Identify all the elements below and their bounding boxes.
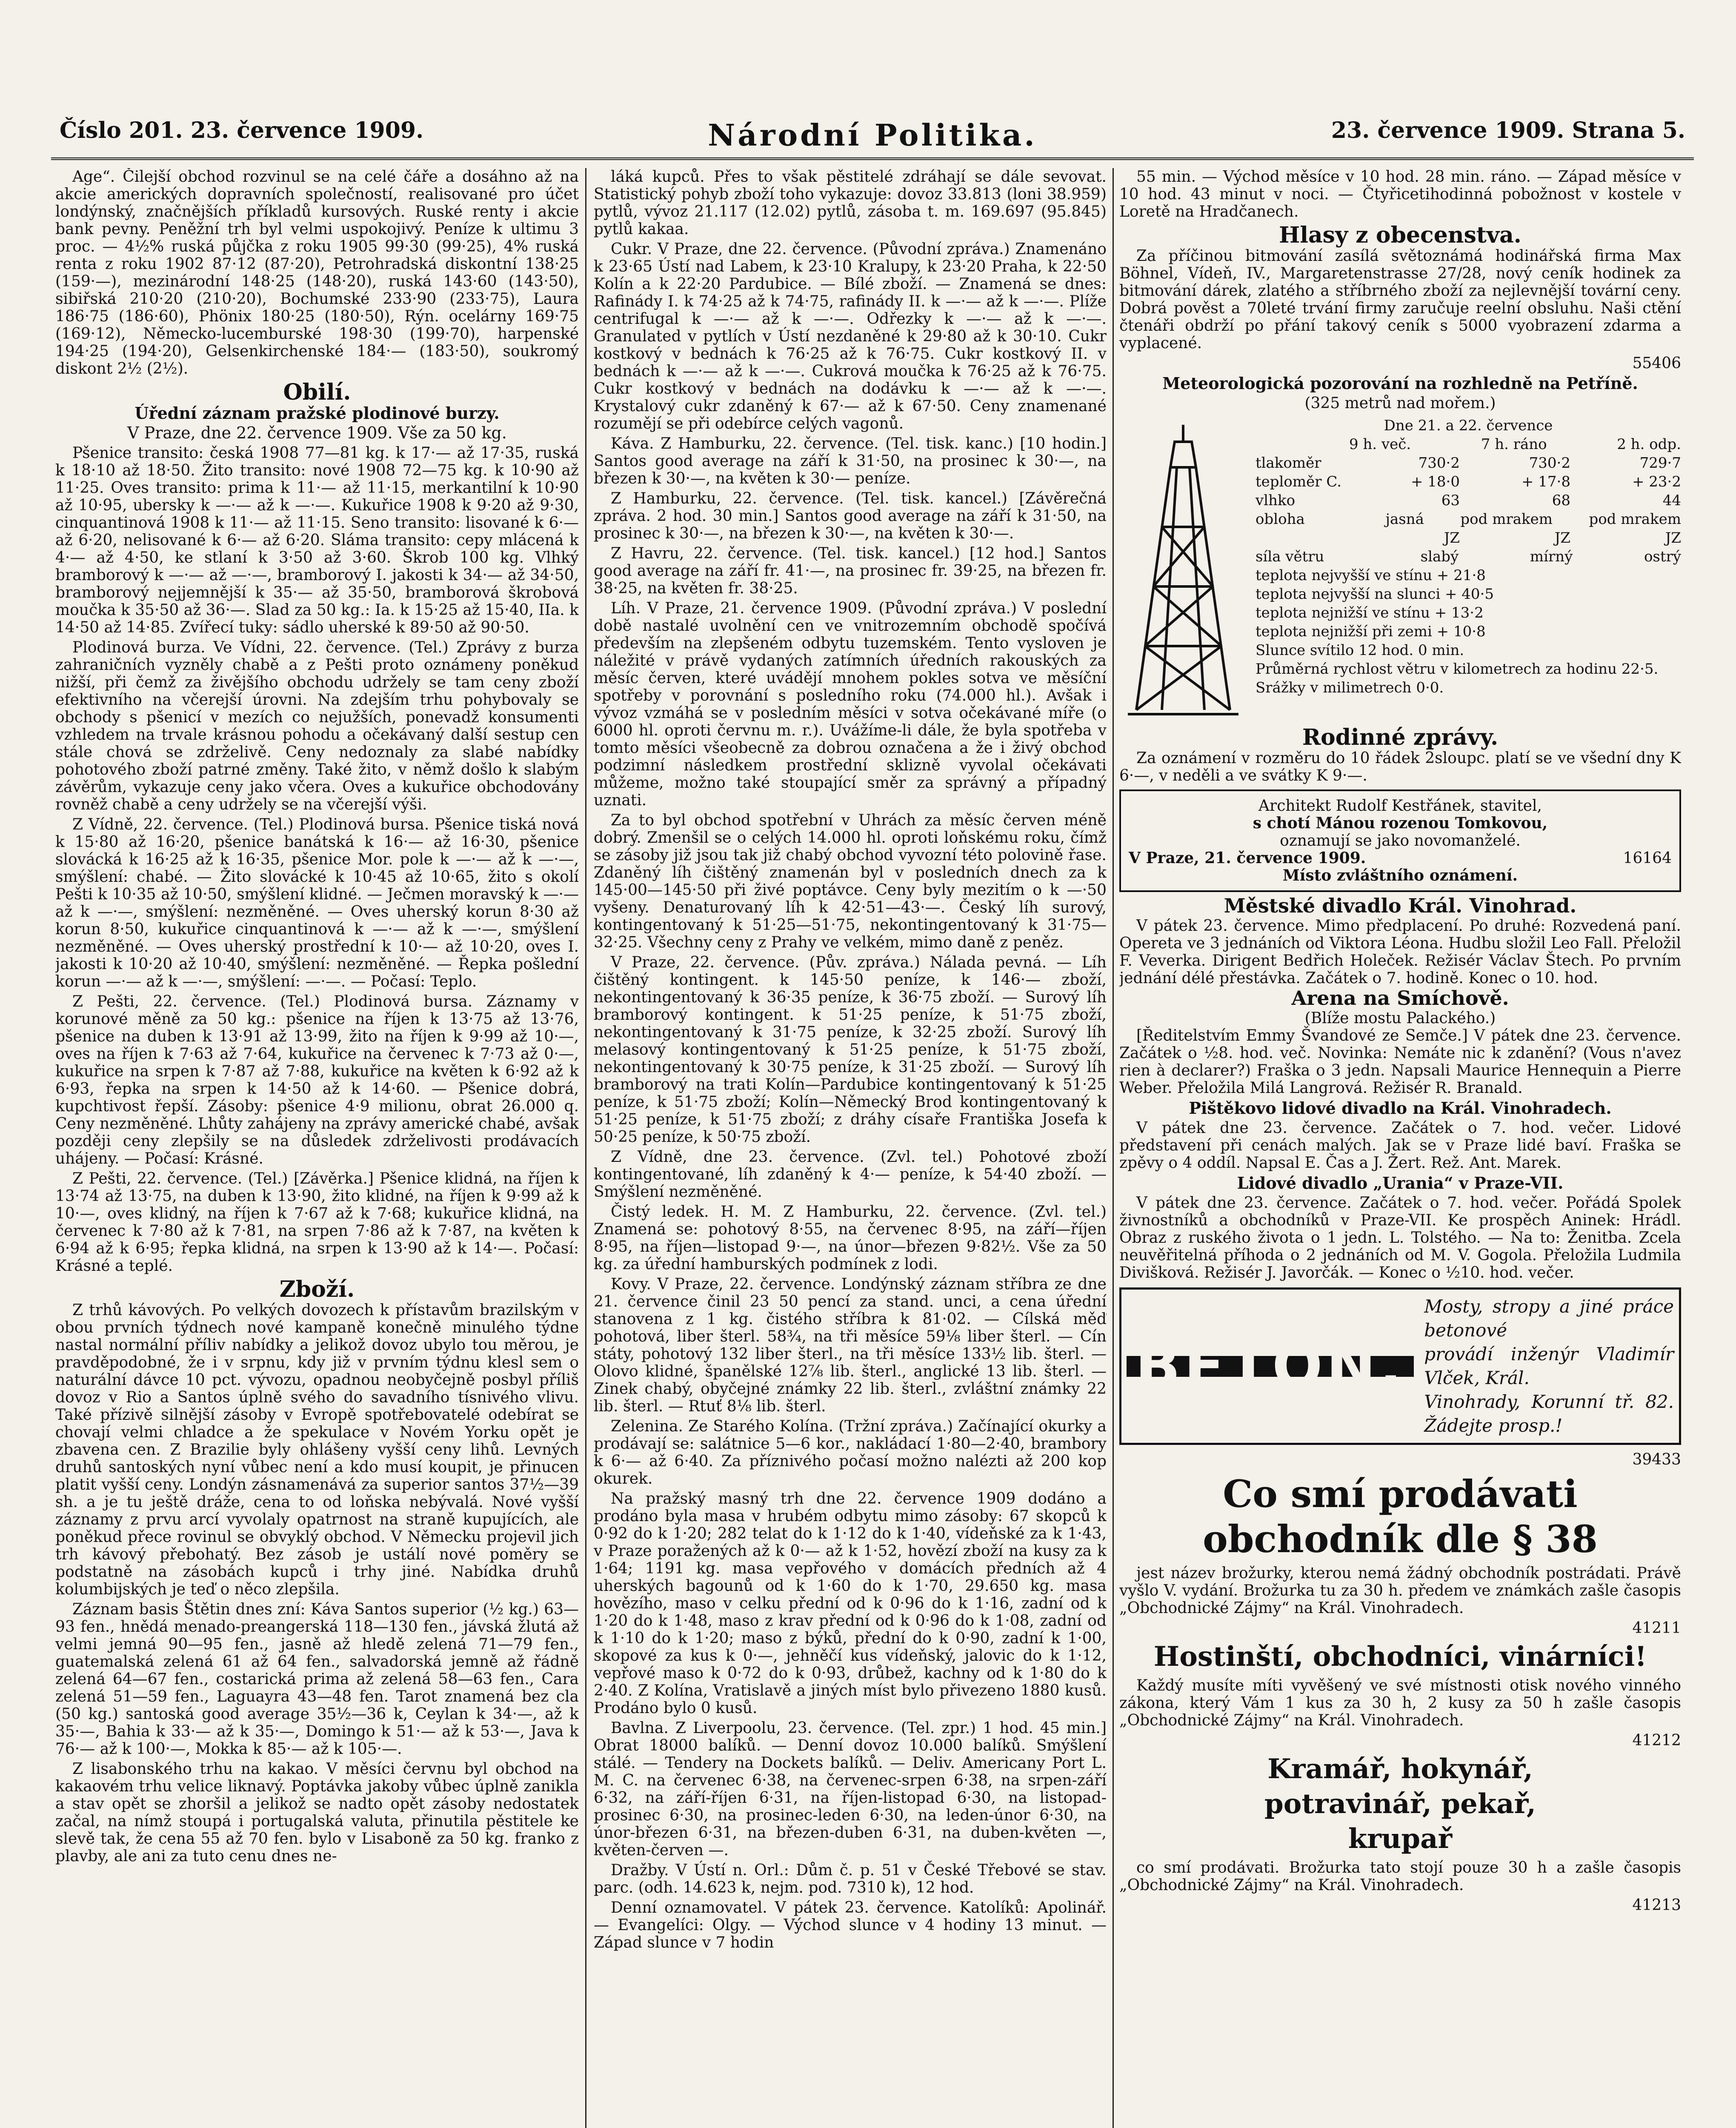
ad-headline: Kramář, hokynář, bbox=[1267, 1753, 1533, 1785]
notice-line: oznamují se jako novomanželé. bbox=[1280, 832, 1521, 849]
notice-line: s chotí Mánou rozenou Tomkovou, bbox=[1253, 814, 1548, 832]
meteo-row: obloha jasná pod mrakem pod mrakem bbox=[1256, 511, 1681, 528]
column-1 bbox=[55, 168, 579, 2128]
time-label: 9 h. več. bbox=[1349, 436, 1411, 453]
notice-line: Místo zvláštního oznámení. bbox=[1282, 867, 1518, 884]
subheading-date: V Praze, dne 22. července 1909. Vše za 50 kg. bbox=[127, 423, 507, 442]
meteo-extra: teplota nejnižší ve stínu + 13·2 bbox=[1256, 604, 1484, 621]
ad-number: 39433 bbox=[1632, 1451, 1681, 1468]
weather-block bbox=[1119, 416, 1681, 723]
paragraph: Kovy. V Praze, 22. července. Londýnský záznam stříbra ze dne 21. července činil 23 50 pencí za stand. unci, a cena úřední stanovena z 1 kg. čistého stříbra k 81·02. — Cílská měď pohotová, liber šterl. 58¾, na tři měsíce 59⅛ liber šterl. — Cín státy, pohotový 132 liber šterl., na tři měsíce 133½ lib. šterl. — Olovo klidné, španělské 12⅞ lib. šterl., anglické 13 lib. šterl. — Zinek chabý, obyčejné známky 22 lib. šterl., zvláštní známky 22 lib. šterl. — Rtuť 8⅛ lib. šterl. bbox=[594, 1276, 1107, 1415]
ad-headline: potravinář, pekař, bbox=[1264, 1788, 1536, 1820]
meteo-extra: Srážky v milimetrech 0·0. bbox=[1256, 679, 1444, 696]
notice-date: V Praze, 21. července 1909. bbox=[1129, 849, 1366, 867]
meteo-extra: Slunce svítilo 12 hod. 0 min. bbox=[1256, 642, 1464, 659]
meteo-row: tlakoměr 730·2 730·2 729·7 bbox=[1256, 455, 1681, 472]
paragraph: V Praze, 22. července. (Pův. zpráva.) Nálada pevná. — Líh čištěný kontingent. k 145·50 peníze, k 146·— zboží, nekontingentovaný k 36·35 peníze, k 36·75 zboží. — Surový líh bramborový kontingent. k 51·25 peníze, k 51·75 zboží, nekontingentovaný k 31·75 peníze, k 32·25 zboží. Surový líh melasový kontingentovaný k 51·25 peníze, k 51·75 zboží, nekontingentovaný k 30·75 peníze, k 31·25 zboží. — Surový líh bramborový na trati Kolín—Pardubice kontingentovaný k 51·25 peníze, k 51·75 zboží; Kolín—Německý Brod kontingentovaný k 51·25 peníze, k 51·75 zboží; z dráhy císaře Františka Josefa k 50·25 peníze, k 50·75 zboží. bbox=[594, 954, 1107, 1146]
paragraph: Age“. Čilejší obchod rozvinul se na celé čáře a dosáhno až na akcie amerických dopravních společností, realisované pro účet londýnský, značnějších příkladů kursových. Ruské renty i akcie bank pevny. Peněžní trh byl velmi uspokojivý. Peníze k ultimu 3 proc. — 4½% ruská půjčka z roku 1905 99·30 (99·25), 4% ruská renta z roku 1902 87·12 (87·20), Petrohradská diskontní 138·25 (159·—), mezinárodní 148·25 (148·20), ruská 143·60 (143·50), sibiřská 210·20 (210·20), Bochumské 233·90 (233·75), Laura 186·75 (186·60), Phönix 180·25 (180·50), Rýn. ocelárny 169·75 (169·12), Německo-lucemburské 198·30 (199·70), harpenské 194·25 (194·20), Gelsenkirchenské 184·— (183·50), soukromý diskont 2½ (2½). bbox=[55, 168, 579, 378]
section-heading-obili: Obilí. bbox=[283, 379, 351, 405]
ad-headline: obchodník dle § 38 bbox=[1203, 1517, 1598, 1561]
paragraph: Z Hamburku, 22. července. (Tel. tisk. kancel.) [Závěrečná zpráva. 2 hod. 30 min.] Santos good average na září k 31·50, na prosinec k 30·—, na březen k 30·—, na květen k 30·—. bbox=[594, 490, 1107, 542]
ad-headline: krupař bbox=[1348, 1823, 1453, 1855]
paragraph: V pátek dne 23. července. Začátek o 7. hod. večer. Pořádá Spolek živnostníků a obchodníků v Praze-VII. Ke prospěch Aninek: Hrádl. Obraz z ruského života o 1 jedn. L. Tolstého. — Na to: Ženitba. Zcela neuvěřitelná příhoda o 2 jednáních od M. V. Gogola. Přeložila Ludmila Divišková. Režisér J. Javorčák. — Konec o ½10. hod. večer. bbox=[1119, 1194, 1681, 1281]
ad-body: jest název brožurky, kterou nemá žádný obchodník postrádati. Právě vyšlo V. vydání. Brožurka tu za 30 h. předem ve známkách zašle časopis „Obchodnické Zájmy“ na Král. Vinohradech. bbox=[1119, 1565, 1681, 1617]
paragraph: Z lisabonského trhu na kakao. V měsíci červnu byl obchod na kakaovém trhu velice liknavý. Poptávka jakoby vůbec úplně zanikla a stav opět se zhoršil a jelikož se nadto opět zásoby nedostatek začal, na nímž stoupá i portugalská valuta, přinutila pěstitele ke slevě tak, že cena 55 až 70 fen. bylo v Lisaboně za 50 kg. franko z plavby, ale ani za tuto cenu dnes ne- bbox=[55, 1760, 579, 1865]
time-label: 2 h. odp. bbox=[1617, 436, 1681, 453]
theatre-heading: Lidové divadlo „Urania“ v Praze-VII. bbox=[1237, 1173, 1564, 1193]
section-heading-zbozi: Zboží. bbox=[279, 1276, 355, 1302]
paragraph: Na pražský masný trh dne 22. července 1909 dodáno a prodáno byla masa v hrubém odbytu mimo zásoby: 67 skopců k 0·92 do k 1·20; 282 telat do k 1·12 do k 1·40, vídeňské za k 1·43, v Praze poražených až k 0·— až k 1·52, hovězí zboží na kusy za k 1·64; 1191 kg. masa vepřového v domácích předních až 4 uherských bagounů od k 1·60 do k 1·70, 29.650 kg. masa hovězího, maso v celku přední od k 0·96 do k 1·16, zadní od k 1·20 do k 1·48, maso z krav přední od k 0·96 do k 1·08, zadní od k 1·10 do k 1·20; maso z býků, přední do k 0·90, zadní k 1·00, skopové za kus k 0·—, jehněčí kus vídeňský, jalovic do k 1·12, vepřové maso k 0·72 do k 0·93, drůbež, kachny od k 1·80 do k 2·40. Z Kolína, Vratislavě a jiných míst bylo přivezeno 1880 kusů. Prodáno bylo 0 kusů. bbox=[594, 1490, 1107, 1717]
meteo-dates: Dne 21. a 22. července bbox=[1384, 417, 1553, 434]
date-page: 23. července 1909. Strana 5. bbox=[1331, 117, 1685, 143]
paragraph: Z Vídně, dne 23. července. (Zvl. tel.) Pohotové zboží kontingentované, líh zdaněný k 4·— peníze, k 54·40 zboží. — Smýšlení nezměněné. bbox=[594, 1148, 1107, 1201]
paragraph: Čistý ledek. H. M. Z Hamburku, 22. července. (Zvl. tel.) Znamená se: pohotový 8·55, na červenec 8·95, na září—říjen 8·95, na říjen—listopad 9·—, na únor—březen 9·82½. Vše za 50 kg. za úřední hamburských podmínek z lodi. bbox=[594, 1203, 1107, 1273]
meteo-extra: Průměrná rychlost větru v kilometrech za hodinu 22·5. bbox=[1256, 661, 1659, 678]
paragraph: Z Pešti, 22. července. (Tel.) Plodinová bursa. Záznamy v korunové měně za 50 kg.: pšenice na říjen k 13·75 až 13·76, pšenice na duben k 13·91 až 13·99, žito na říjen k 9·99 až 10·—, oves na říjen k 7·63 až 7·64, kukuřice na červenec k 7·73 až 0·—, kukuřice na srpen k 7·87 až 7·88, kukuřice na květen k 6·92 až k 6·93, řepka na srpen k 14·50 až k 14·60. — Pšenice dobrá, kupchtivost řepší. Zásoby: pšenice 4·9 milionu, obrat 26.000 q. Ceny nezměněné. Lhůty zahájeny na zprávy americké chabé, avšak později ceny zlepšily se na důsledek zdrželivosti prodávacích uhájeny. — Počasí: Krásné. bbox=[55, 993, 579, 1167]
theatre-heading: Arena na Smíchově. bbox=[1291, 987, 1509, 1010]
paragraph: V pátek 23. července. Mimo předplacení. Po druhé: Rozvedená paní. Opereta ve 3 jednáních od Viktora Léona. Hudbu složil Leo Fall. Přeložil F. Veverka. Dirigent Bedřich Holeček. Režisér Václav Štech. Po prvním jednání délé přestávka. Začátek o 7. hodině. Konec o 10. hod. bbox=[1119, 917, 1681, 987]
paragraph: Za příčinou bitmování zasílá světoznámá hodinářská firma Max Böhnel, Vídeň, IV., Margaretenstrasse 27/28, nový ceník hodinek za bitmování dárek, zlatého a stříbrného zboží za nejlevnější tovární ceny. Dobrá pověst a 70leté trvání firmy zaručuje reelní obsluhu. Naši ctění čtenáři obdrží po přání takový ceník s 5000 vyobrazení zdarma a vyplacené. bbox=[1119, 247, 1681, 352]
meteo-heading: Meteorologická pozorování na rozhledně na Petříně. bbox=[1162, 374, 1638, 393]
meteo-row: teploměr C. + 18·0 + 17·8 + 23·2 bbox=[1256, 473, 1681, 490]
meteo-row: JZ JZ JZ bbox=[1444, 529, 1681, 546]
paragraph: láká kupců. Přes to však pěstitelé zdráhají se dále sevovat. Statistický pohyb zboží toho vykazuje: dovoz 33.813 (loni 38.959) pytlů, vývoz 21.117 (12.02) pytlů, zásoba t. m. 169.697 (95.845) pytlů kakaa. bbox=[594, 168, 1107, 238]
meteo-altitude: (325 metrů nad mořem.) bbox=[1304, 395, 1496, 412]
masthead bbox=[51, 115, 1694, 160]
paragraph: Denní oznamovatel. V pátek 23. července. Katolíků: Apolinář. — Evangelíci: Olgy. — Východ slunce v 4 hodiny 13 minut. — Západ slunce v 7 hodin bbox=[594, 1899, 1107, 1951]
newspaper-title: Národní Politika. bbox=[708, 117, 1037, 153]
paragraph: Cukr. V Praze, dne 22. července. (Původní zpráva.) Znamenáno k 23·65 Ústí nad Labem, k 23·10 Kralupy, k 23·20 Praha, k 22·50 Kolín a k 22·20 Pardubice. — Bílé zboží. — Znamená se dnes: Rafinády I. k 74·25 až k 74·75, rafinády II. k —·— až k —·—. Plíže centrifugal k —·— až k —·—. Odřezky k —·— až k —·—. Granulated v pytlích v Ústí nezdaněné k 29·80 až k 30·10. Cukr kostkový v bednách k 76·25 až k 76·75. Cukr kostkový II. v bednách k —·— až k —·—. Cukrová moučka k 76·25 až k 76·75. Cukr kostkový v bednách na dodávku k —·— až k —·—. Krystalový cukr zdaněný k 67·— až k 67·50. Ceny znamenané rozumějí se při odebírce celých vagonů. bbox=[594, 240, 1107, 432]
ad-number: 55406 bbox=[1632, 355, 1681, 372]
beton-logo: BETON, bbox=[1127, 1356, 1414, 1377]
paragraph: Záznam basis Štětin dnes zní: Káva Santos superior (½ kg.) 63—93 fen., hnědá menado-preangerská 118—130 fen., jávská žlutá až velmi jemná 90—95 fen., jasně až hledě zelená 71—79 fen., guatemalská zelená 61 až 64 fen., salvadorská jemně až řádně zelená 64—67 fen., costarická prima až zelená 58—63 fen., Cara zelená 51—59 fen., Laguayra 43—48 fen. Tarot znamená bez cla (50 kg.) santoská good average 35½—36 k, Ceylan k 34·—, až k 35·—, Bahia k 33·— až k 35·—, Domingo k 51·— až k 53·—, Java k 76·— až k 100·—, Mokka k 85·— až k 105·—. bbox=[55, 1601, 579, 1758]
paragraph: Bavlna. Z Liverpoolu, 23. července. (Tel. zpr.) 1 hod. 45 min.] Obrat 18000 balíků. — Denní dovoz 10.000 balíků. Smýšlení stálé. — Tendery na Dockets balíků. — Deliv. Americany Port L. M. C. na červenec 6·38, na červenec-srpen 6·38, na srpen-září 6·32, na září-říjen 6·31, na říjen-listopad 6·30, na listopad-prosinec 6·30, na prosinec-leden 6·30, na leden-únor 6·30, na únor-březen 6·31, na březen-duben 6·31, na duben-květen —, květen-červen —. bbox=[594, 1719, 1107, 1859]
column-2 bbox=[594, 168, 1107, 2128]
paragraph: Plodinová burza. Ve Vídni, 22. července. (Tel.) Zprávy z burza zahraničních vyzněly chabě a z Pešti proto oznámeny poněkud nižší, při čemž za živějšího obchodu udržely se tam ceny zboží efektivního na včerejší úrovni. Na zdejším trhu pohybovaly se obchody s pšenicí v mezích co nejužších, ponevadž konsumenti vzhledem na trvale krásnou pohodu a očekávaný další sestup cen stále chová se zdrželivě. Ceny nedoznaly za slabé nabídky pohotového zboží patrné změny. Také žito, v němž došlo k slabým závěrům, vykazuje ceny jako včera. Oves a kukuřice obchodovány rovněž chabě a ceny udržely se na včerejší výši. bbox=[55, 639, 579, 813]
beton-advert bbox=[1119, 1287, 1681, 1445]
ad-line: provádí inženýr Vladimír Vlček, Král. bbox=[1424, 1344, 1674, 1388]
ad-headline: Co smí prodávati bbox=[1223, 1472, 1578, 1516]
column-divider bbox=[585, 168, 586, 2128]
wedding-notice bbox=[1119, 789, 1681, 892]
paragraph: V pátek dne 23. července. Začátek o 7. hod. večer. Lidové představení při cenách malých. Jak se v Praze lidé baví. Fraška se zpěvy o 4 oddíl. Napsal E. Čas a J. Žert. Rež. Ant. Marek. bbox=[1119, 1119, 1681, 1172]
issue-number: Číslo 201. 23. července 1909. bbox=[60, 117, 424, 143]
meteo-extra: teplota nejvyšší ve stínu + 21·8 bbox=[1256, 567, 1486, 584]
theatre-heading: Pištěkovo lidové divadlo na Král. Vinohradech. bbox=[1189, 1098, 1612, 1118]
ad-line: Mosty, stropy a jiné práce betonové bbox=[1424, 1296, 1674, 1341]
meteo-extra: teplota nejnižší při zemi + 10·8 bbox=[1256, 623, 1486, 640]
paragraph: Dražby. V Ústí n. Orl.: Dům č. p. 51 v České Třebové se stav. parc. (odh. 14.623 k, nejm. pod. 7310 k), 12 hod. bbox=[594, 1862, 1107, 1896]
paragraph: Za to byl obchod spotřební v Uhrách za měsíc červen méně dobrý. Zmenšil se o celých 14.000 hl. oproti loňskému roku, čímž se zásoby již jsou tak již chabý obchod vyvozní této polovině řase. Zdaněný líh čištěný znamenán byl v posledních dnech za k 145·00—145·50 při živé poptávce. Ceny byly mezitím o k —·50 vyšeny. Denaturovaný líh k 42·51—43·—. Český líh surový, kontingentovaný k 51·25—51·75, nekontingentovaný k 31·75—32·25. Všechny ceny z Prahy ve velkém, mimo daně z peněz. bbox=[594, 812, 1107, 951]
ad-number: 41212 bbox=[1632, 1732, 1681, 1749]
weather-table bbox=[1256, 416, 1681, 723]
time-label: 7 h. ráno bbox=[1481, 436, 1547, 453]
paragraph: Z trhů kávových. Po velkých dovozech k přístavům brazilským v obou prvních týdnech nové kampaně konečně minulého týdne nastal normální příliv nabídky a jelikož dovoz ubylo tou měrou, je pravděpodobné, že i v srpnu, kdy již v prvním týdnu klesl sem o naturální dávce 10 pct. vývozu, opadnou neobyčejně posbyl příliš dovoz v Rio a Santos úplně svého do savadního tísnivého vlivu. Také přízivě silnější zásoby v Evropě spotřebovatelé odebírat se chovají velmi chladce a že spekulace v Novém Yorku opět je zbavena cen. Z Brazilie byly ohlášeny vyšší ceny lihů. Levných druhů santoských nyní vůbec není a kdo musí koupit, je přinucen platit vyšší ceny. Londýn zásnamenává za superior santos 37½—39 sh. a je tu ještě dráže, cena to od loňska nebývalá. Nové vyšší záznamy z prvu arcí vyvolaly opatrnost na straně kupujících, ale poněkud přece rovinul se obvyklý obchod. V Německu projevil jich trh kávový přebohatý. Bez zásob je ustálí nové poměry se podstatně na zásobách kupců i trhy jiné. Nabídka druhů kolumbijských je teď o něco zlepšila. bbox=[55, 1301, 579, 1598]
paragraph: Pšenice transito: česká 1908 77—81 kg. k 17·— až 17·35, ruská k 18·10 až 18·50. Žito transito: nové 1908 72—75 kg. k 10·90 až 11·25. Oves transito: prima k 11·— až 11·15, merkantilní k 10·90 až 10·95, ubersky k —·— až k —·—. Kukuřice 1908 k 9·20 až 9·30, cinquantinová 1908 k 11·— až 11·15. Seno transito: lisované k 6·— až 6·20, nelisované k 6·— až 6·20. Sláma transito: cepy mlácená k 4·— až 4·50, ke stlaní k 3·50 až 3·60. Škrob 100 kg. Vlhký bramborový k —·— až —·—, bramborový I. jakosti k 34·— až 34·50, bramborový nejjemnější k 35·— až 35·50, bramborová škrobová moučka k 35·50 až 36·—. Slad za 50 kg.: Ia. k 15·25 až 15·40, IIa. k 14·50 až 14·85. Zvířecí tuky: sádlo uherské k 89·50 až 90·50. bbox=[55, 444, 579, 636]
paragraph: Káva. Z Hamburku, 22. července. (Tel. tisk. kanc.) [10 hodin.] Santos good average na září k 31·50, na prosinec k 30·—, na březen k 30·—, na květen k 30·— peníze. bbox=[594, 435, 1107, 487]
petrin-tower-icon bbox=[1119, 416, 1247, 723]
paragraph: Líh. V Praze, 21. července 1909. (Původní zpráva.) V poslední době nastalé uvolnění cen ve vnitrozemním obchodě spočívá především na zlepšeném odbytu tuzemském. Tento vysloven je náležité v právě vydaných zatímních úředních rakouských za měsíc červen, které uvádějí mnohem pokles sotva ve měsíční spotřeby v porovnání s posledního roku (74.000 hl.). Avšak i vývoz vzmáhá se v posledním měsíci v sotva očekávané míře (o 6000 hl. oproti červnu m. r.). Uvážíme-li dále, že byla spotřeba v tomto měsíci všeobecně za dobrou označena a že i živý obchod podzimní následkem prostřední sklizně vyvolal očekávati můžeme, možno také stoupající směr za správný a případný uznati. bbox=[594, 600, 1107, 809]
ad-number: 41213 bbox=[1632, 1896, 1681, 1914]
meteo-extra: teplota nejvyšší na slunci + 40·5 bbox=[1256, 586, 1494, 603]
ad-headline: Hostinští, obchodníci, vinárníci! bbox=[1153, 1641, 1647, 1673]
paragraph: Z Havru, 22. července. (Tel. tisk. kancel.) [12 hod.] Santos good average na září fr. 41·—, na prosinec fr. 39·25, na březen fr. 38·25, na květen fr. 38·25. bbox=[594, 545, 1107, 597]
paragraph: Za oznámení v rozměru do 10 řádek 2sloupc. platí se ve všední dny K 6·—, v neděli a ve svátky K 9·—. bbox=[1119, 749, 1681, 784]
ad-number: 41211 bbox=[1632, 1619, 1681, 1637]
notice-line: Architekt Rudolf Kestřánek, stavitel, bbox=[1258, 797, 1542, 815]
meteo-row: vlhko 63 68 44 bbox=[1256, 492, 1681, 509]
ad-body: co smí prodávati. Brožurka tato stojí pouze 30 h a zašle časopis „Obchodnické Zájmy“ na Král. Vinohradech. bbox=[1119, 1859, 1681, 1894]
meteo-row: síla větru slabý mírný ostrý bbox=[1256, 548, 1681, 565]
paragraph: [Ředitelstvím Emmy Švandové ze Semče.] V pátek dne 23. července. Začátek o ½8. hod. več. Novinka: Nemáte nic k zdanění? (Vous n'avez rien à declarer?) Fraška o 3 jedn. Napsali Maurice Hennequin a Pierre Weber. Přeložila Milá Langrová. Režisér R. Branald. bbox=[1119, 1027, 1681, 1097]
paragraph: 55 min. — Východ měsíce v 10 hod. 28 min. ráno. — Západ měsíce v 10 hod. 43 minut v noci. — Čtyřicetihodinná pobožnost v kostele v Loretě na Hradčanech. bbox=[1119, 168, 1681, 220]
theatre-subheading: (Blíže mostu Palackého.) bbox=[1304, 1010, 1496, 1027]
ad-number: 16164 bbox=[1623, 849, 1672, 867]
paragraph: Zelenina. Ze Starého Kolína. (Tržní zpráva.) Začínající okurky a prodávají se: salátnice 5—6 kor., nakládací 1·80—2·40, brambory k 6·— až 6·40. Za příznivého počasí možno nalézti až 200 kop okurek. bbox=[594, 1418, 1107, 1487]
ad-body: Každý musíte míti vyvěšený ve své místnosti otisk nového vinného zákona, který Vám 1 kus za 30 h, 2 kusy za 50 h zašle časopis „Obchodnické Zájmy“ na Král. Vinohradech. bbox=[1119, 1677, 1681, 1729]
column-divider bbox=[1113, 168, 1114, 2128]
column-3 bbox=[1119, 168, 1681, 2128]
ad-line: Vinohrady, Korunní tř. 82. Žádejte prosp.! bbox=[1424, 1391, 1674, 1436]
paragraph: Z Vídně, 22. července. (Tel.) Plodinová bursa. Pšenice tiská nová k 15·80 až 16·20, pšenice banátská k 16·— až 16·30, pšenice slovácká k 16·25 až k 16·35, pšenice Mor. pole k —·— až k —·—, smýšlení: chabé. — Žito slovácké k 10·45 až 10·65, žito s okolí Pešti k 10·35 až 10·50, smýšlení klidné. — Ječmen moravský k —·— až k —·—, smýšlení: nezměněné. — Oves uherský korun 8·30 až korun 8·50, kukuřice cinquantinová k —·— až k —·—, smýšlení nezměněné. — Oves uherský prostřední k 10·— až 10·20, oves I. jakosti k 10·20 až 10·40, smýšlení: nezměněné. — Řepka pošlední korun —·— až k —·—, smýšlení: —·—. — Počasí: Teplo. bbox=[55, 816, 579, 990]
section-heading-hlasy: Hlasy z obecenstva. bbox=[1279, 222, 1522, 248]
paragraph: Z Pešti, 22. července. (Tel.) [Závěrka.] Pšenice klidná, na říjen k 13·74 až 13·75, na duben k 13·90, žito klidné, na říjen k 9·99 až k 10·—, oves klidný, na říjen k 7·67 až k 7·68; kukuřice klidná, na červenec k 7·80 až k 7·81, na srpen 7·86 až k 7·87, na květen k 6·94 až k 6·95; řepka klidná, na srpen k 13·90 až k 14·—. Počasí: Krásné a teplé. bbox=[55, 1170, 579, 1275]
theatre-heading: Městské divadlo Král. Vinohrad. bbox=[1224, 894, 1577, 917]
section-heading-rodinne: Rodinné zprávy. bbox=[1302, 724, 1499, 750]
subheading: Úřední záznam pražské plodinové burzy. bbox=[134, 403, 500, 423]
